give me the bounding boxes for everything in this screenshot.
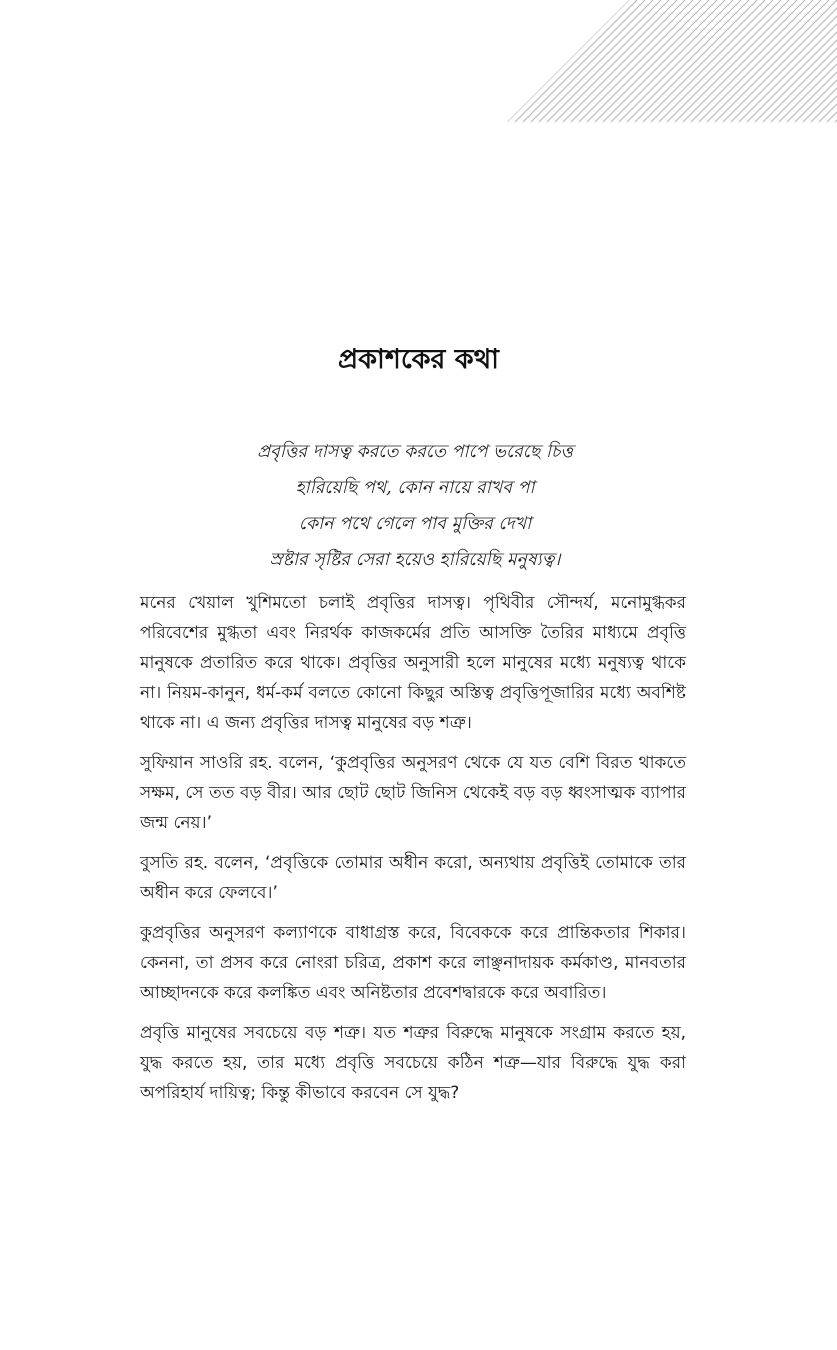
hatch-line <box>739 0 837 122</box>
hatch-line <box>707 0 829 122</box>
hatch-line <box>523 0 645 122</box>
corner-hatch-decoration <box>507 0 837 122</box>
hatch-line <box>651 0 773 122</box>
hatch-line <box>715 0 837 122</box>
hatch-line <box>675 0 797 122</box>
hatch-line <box>603 0 725 122</box>
paragraph: প্রবৃত্তি মানুষের সবচেয়ে বড় শত্রু। যত শত্রুর বিরুদ্ধে মানুষকে সংগ্রাম করতে হয়, যুদ্ধ করতে হয়, তার মধ্যে প্রবৃত্তি সবচেয়ে কঠিন শত্রু—যার বিরুদ্ধে যুদ্ধ করা অপরিহার্য দায়িত্ব; কিন্তু কীভাবে করবেন সে যুদ্ধ? <box>140 1023 686 1103</box>
poem-line: হারিয়েছি পথ, কোন নায়ে রাখব পা <box>295 478 535 498</box>
body-text <box>140 588 686 1118</box>
hatch-line <box>659 0 781 122</box>
hatch-line <box>683 0 805 122</box>
paragraph: কুপ্রবৃত্তির অনুসরণ কল্যাণকে বাধাগ্রস্ত করে, বিবেককে করে প্রান্তিকতার শিকার। কেননা, তা প্রসব করে নোংরা চরিত্র, প্রকাশ করে লাঞ্ছনাদায়ক কর্মকাণ্ড, মানবতার আচ্ছাদনকে করে কলঙ্কিত এবং অনিষ্টতার প্রবেশদ্বারকে করে অবারিত। <box>140 923 686 1003</box>
hatch-line <box>667 0 789 122</box>
hatch-line <box>587 0 709 122</box>
hatch-line <box>611 0 733 122</box>
hatch-line <box>635 0 757 122</box>
hatch-line <box>539 0 661 122</box>
poem-line: প্রবৃত্তির দাসত্ব করতে করতে পাপে ভরেছে চিত্ত <box>257 442 573 462</box>
hatch-line <box>643 0 765 122</box>
hatch-line <box>555 0 677 122</box>
paragraph: মনের খেয়াল খুশিমতো চলাই প্রবৃত্তির দাসত্ব। পৃথিবীর সৌন্দর্য, মনোমুগ্ধকর পরিবেশের মুগ্ধতা এবং নিরর্থক কাজকর্মের প্রতি আসক্তি তৈরির মাধ্যমে প্রবৃত্তি মানুষকে প্রতারিত করে থাকে। প্রবৃত্তির অনুসারী হলে মানুষের মধ্যে মনুষ্যত্ব থাকে না। নিয়ম-কানুন, ধর্ম-কর্ম বলতে কোনো কিছুর অস্তিত্ব প্রবৃত্তিপূজারির মধ্যে অবশিষ্ট থাকে না। এ জন্য প্রবৃত্তির দাসত্ব মানুষের বড় শত্রু। <box>140 593 686 733</box>
hatch-line <box>571 0 693 122</box>
poem-line: স্রষ্টার সৃষ্টির সেরা হয়েও হারিয়েছি মনুষ্যত্ব। <box>269 550 561 570</box>
poem-block <box>140 434 690 578</box>
hatch-line <box>723 0 837 122</box>
hatch-line <box>507 0 629 122</box>
hatch-line <box>531 0 653 122</box>
hatch-line <box>699 0 821 122</box>
hatch-line <box>547 0 669 122</box>
hatch-line <box>563 0 685 122</box>
hatch-line <box>627 0 749 122</box>
hatch-line <box>619 0 741 122</box>
hatch-line <box>595 0 717 122</box>
poem-line: কোন পথে গেলে পাব মুক্তির দেখা <box>298 514 532 534</box>
hatch-line <box>691 0 813 122</box>
page-title: প্রকাশকের কথা <box>337 344 500 375</box>
paragraph: বুসতি রহ. বলেন, ‘প্রবৃত্তিকে তোমার অধীন করো, অন্যথায় প্রবৃত্তিই তোমাকে তার অধীন করে ফেলবে।’ <box>140 853 686 903</box>
hatch-line <box>515 0 637 122</box>
hatch-line <box>579 0 701 122</box>
paragraph: সুফিয়ান সাওরি রহ. বলেন, ‘কুপ্রবৃত্তির অনুসরণ থেকে যে যত বেশি বিরত থাকতে সক্ষম, সে তত বড় বীর। আর ছোট ছোট জিনিস থেকেই বড় বড় ধ্বংসাত্মক ব্যাপার জন্ম নেয়।’ <box>140 753 686 833</box>
